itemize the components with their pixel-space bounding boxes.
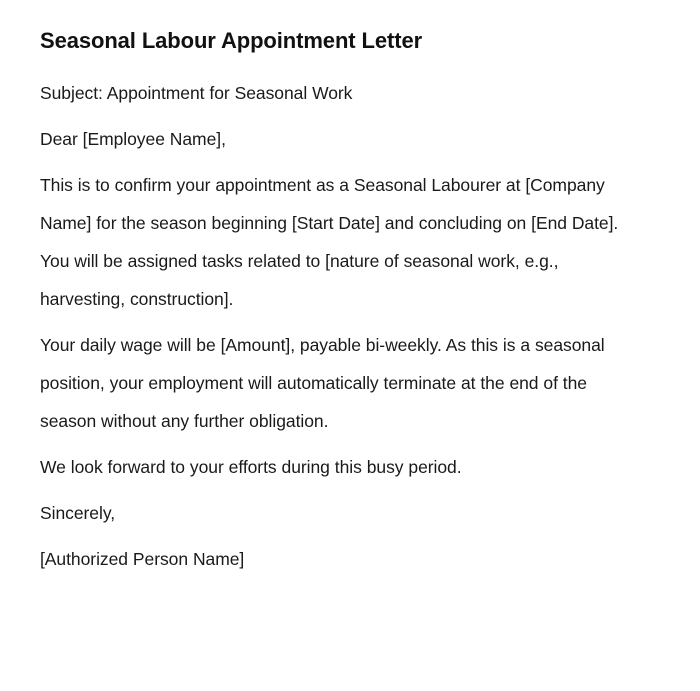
- letter-signature-name: [Authorized Person Name]: [40, 549, 245, 569]
- letter-paragraph-appointment-details: This is to confirm your appointment as a Seasonal Labourer at [Company Name] for the season beginning [Start Date] and concluding on [End Date]. You will be assigned tasks related to [nature of seasonal work, e.g., harvesting, construction].: [40, 175, 619, 309]
- page-title: Seasonal Labour Appointment Letter: [40, 28, 423, 53]
- letter-paragraph-closing-remark: We look forward to your efforts during this busy period.: [40, 457, 462, 477]
- letter-paragraph-wage-terms: Your daily wage will be [Amount], payable bi-weekly. As this is a seasonal position, your employment will automatically terminate at the end of the season without any further obligation.: [40, 335, 605, 431]
- letter-signoff: Sincerely,: [40, 503, 116, 523]
- letter-salutation: Dear [Employee Name],: [40, 129, 226, 149]
- letter-subject-line: Subject: Appointment for Seasonal Work: [40, 83, 353, 103]
- letter-body: [40, 74, 640, 578]
